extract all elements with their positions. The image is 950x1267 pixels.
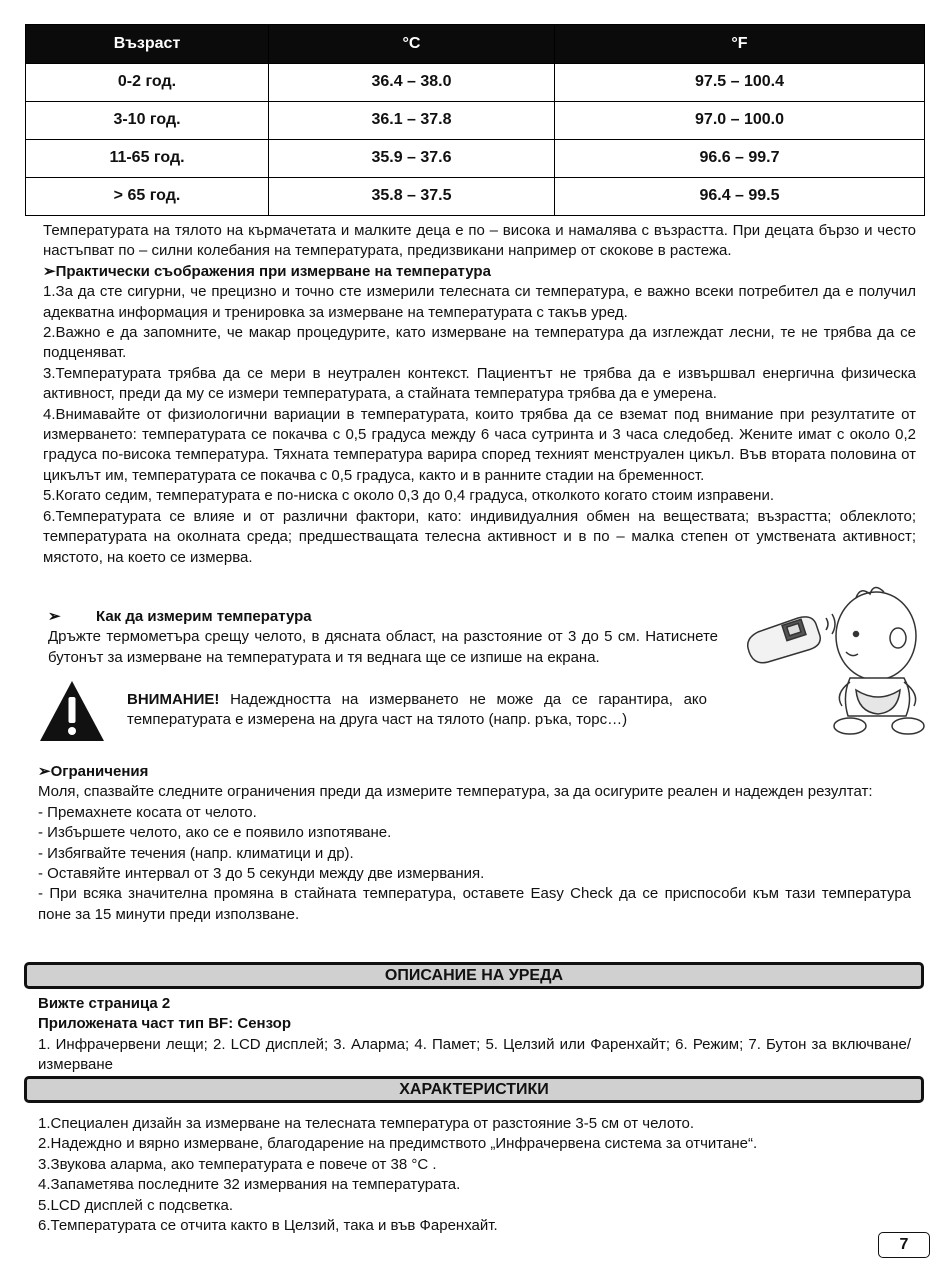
table-cell: 96.6 – 99.7 [555,140,925,178]
description-section [38,994,911,1076]
feature-item: 5.LCD дисплей с подсветка. [38,1196,234,1214]
table-header-age: Възраст [26,25,269,64]
warning-body: Надеждността на измерването не може да се гарантира, ако температурата е измерена на друга част на тялото (напр. ръка, торс…) [127,691,707,729]
limits-intro: Моля, спазвайте следните ограничения преди да измерите температура, за да осигурите реален и надежден резултат: [38,783,873,801]
practical-item: 1.За да сте сигурни, че прецизно и точно сте измерили телесната си температура, е важно всеки потребител да е получил адекватна информация и тренировка за измерване на температурата с такъв уред. [43,283,916,321]
arrow-bullet-icon: ➢ [43,262,56,280]
warning-text [127,690,707,731]
table-row [26,64,925,102]
temperature-table [25,24,925,216]
table-row [26,140,925,178]
description-parts: 1. Инфрачервени лещи; 2. LCD дисплей; 3. Аларма; 4. Памет; 5. Целзий или Фаренхайт; 6. Режим; 7. Бутон за включване/ измерване [38,1035,911,1074]
table-header-fahrenheit: °F [555,25,925,64]
feature-item: 2.Надеждно и вярно измерване, благодарение на предимството „Инфрачервена система за отчитане“. [38,1135,758,1153]
limits-heading: ➢Ограничения [38,763,149,780]
baby-thermometer-illustration [738,578,930,738]
table-row [26,102,925,140]
measure-text: Дръжте термометъра срещу челото, в дясната област, на разстояние от 3 до 5 см. Натиснете бутонът за измерване на температурата и тя веднага ще се изпише на екрана. [48,628,718,666]
table-cell: 0-2 год. [26,64,269,102]
table-cell: 11-65 год. [26,140,269,178]
practical-item: 3.Температурата трябва да се мери в неутрален контекст. Пациентът не трябва да е извършвал енергична физическа активност, преди да му се измери температурата, а стайната температура трябва да е умерена. [43,364,916,403]
measure-section [48,607,718,668]
description-line2: Приложената част тип BF: Сензор [38,1015,292,1033]
practical-item: 4.Внимавайте от физиологични вариации в температурата, които трябва да се вземат под внимание при резултатите от измерването: температурата се покачва с 0,5 градуса между 6 часа сутринта и 3 часа следобед. Жените имат с около 0,2 градуса по-висока температура. Тяхната температура варира според техният менструален цикъл. Във втората половина от цикълът им, температурата се покачва с 0,5 градуса, както и в ранните стадии на бременност. [43,405,916,484]
page-number: 7 [878,1232,930,1258]
description-title: ОПИСАНИЕ НА УРЕДА [24,962,924,989]
table-cell: 36.1 – 37.8 [269,102,555,140]
table-cell: > 65 год. [26,178,269,216]
table-header-celsius: °C [269,25,555,64]
table-header-row [26,25,925,64]
table-cell: 35.8 – 37.5 [269,178,555,216]
feature-item: 6.Температурата се отчита както в Целзий, така и във Фаренхайт. [38,1217,498,1235]
table-row [26,178,925,216]
table-cell: 96.4 – 99.5 [555,178,925,216]
table-cell: 97.0 – 100.0 [555,102,925,140]
measure-heading: ➢ Как да измерим температура [48,607,718,627]
description-line1: Вижте страница 2 [38,995,171,1012]
limits-item: - Избършете челото, ако се е появило изпотяване. [38,824,392,842]
warning-icon [38,679,106,743]
table-cell: 97.5 – 100.4 [555,64,925,102]
limits-section [38,762,911,925]
arrow-bullet-icon: ➢ [48,608,61,625]
practical-item: 2.Важно е да запомните, че макар процедурите, като измерване на температура да изглеждат лесни, те не трябва да се подценяват. [43,324,916,362]
practical-heading: ➢Практически съображения при измерване на температура [43,262,491,280]
limits-item: - При всяка значителна промяна в стайната температура, оставете Easy Check да се приспособи към тази температура поне за 15 минути преди използване. [38,885,911,923]
limits-item: - Избягвайте течения (напр. климатици и др). [38,844,354,862]
features-section [38,1114,911,1236]
feature-item: 3.Звукова аларма, ако температурата е повече от 38 °C . [38,1155,437,1173]
table-cell: 36.4 – 38.0 [269,64,555,102]
limits-item: - Оставяйте интервал от 3 до 5 секунди между две измервания. [38,865,485,883]
practical-item: 6.Температурата се влияе и от различни фактори, като: индивидуалния обмен на веществата; възрастта; облеклото; температурата на околната среда; предшестващата телесна активност и в по – малка степен от умствената активност; мястото, на което се измерва. [43,507,916,566]
arrow-bullet-icon: ➢ [38,763,51,780]
practical-item: 5.Когато седим, температурата е по-ниска с около 0,3 до 0,4 градуса, отколкото когато стоим изправени. [43,487,775,505]
features-title: ХАРАКТЕРИСТИКИ [24,1076,924,1103]
main-text-block [43,221,916,568]
table-cell: 3-10 год. [26,102,269,140]
feature-item: 1.Специален дизайн за измерване на телесната температура от разстояние 3-5 см от челото. [38,1115,695,1132]
table-cell: 35.9 – 37.6 [269,140,555,178]
limits-item: - Премахнете косата от челото. [38,803,257,821]
feature-item: 4.Запаметява последните 32 измервания на температурата. [38,1176,461,1194]
warning-label: ВНИМАНИЕ! [127,691,220,708]
intro-paragraph: Температурата на тялото на кърмачетата и малките деца е по – висока и намалява с възрастта. При децата бързо и често настъпват по – силни колебания на температурата, предизвикани например от скокове в растежа. [43,222,916,260]
